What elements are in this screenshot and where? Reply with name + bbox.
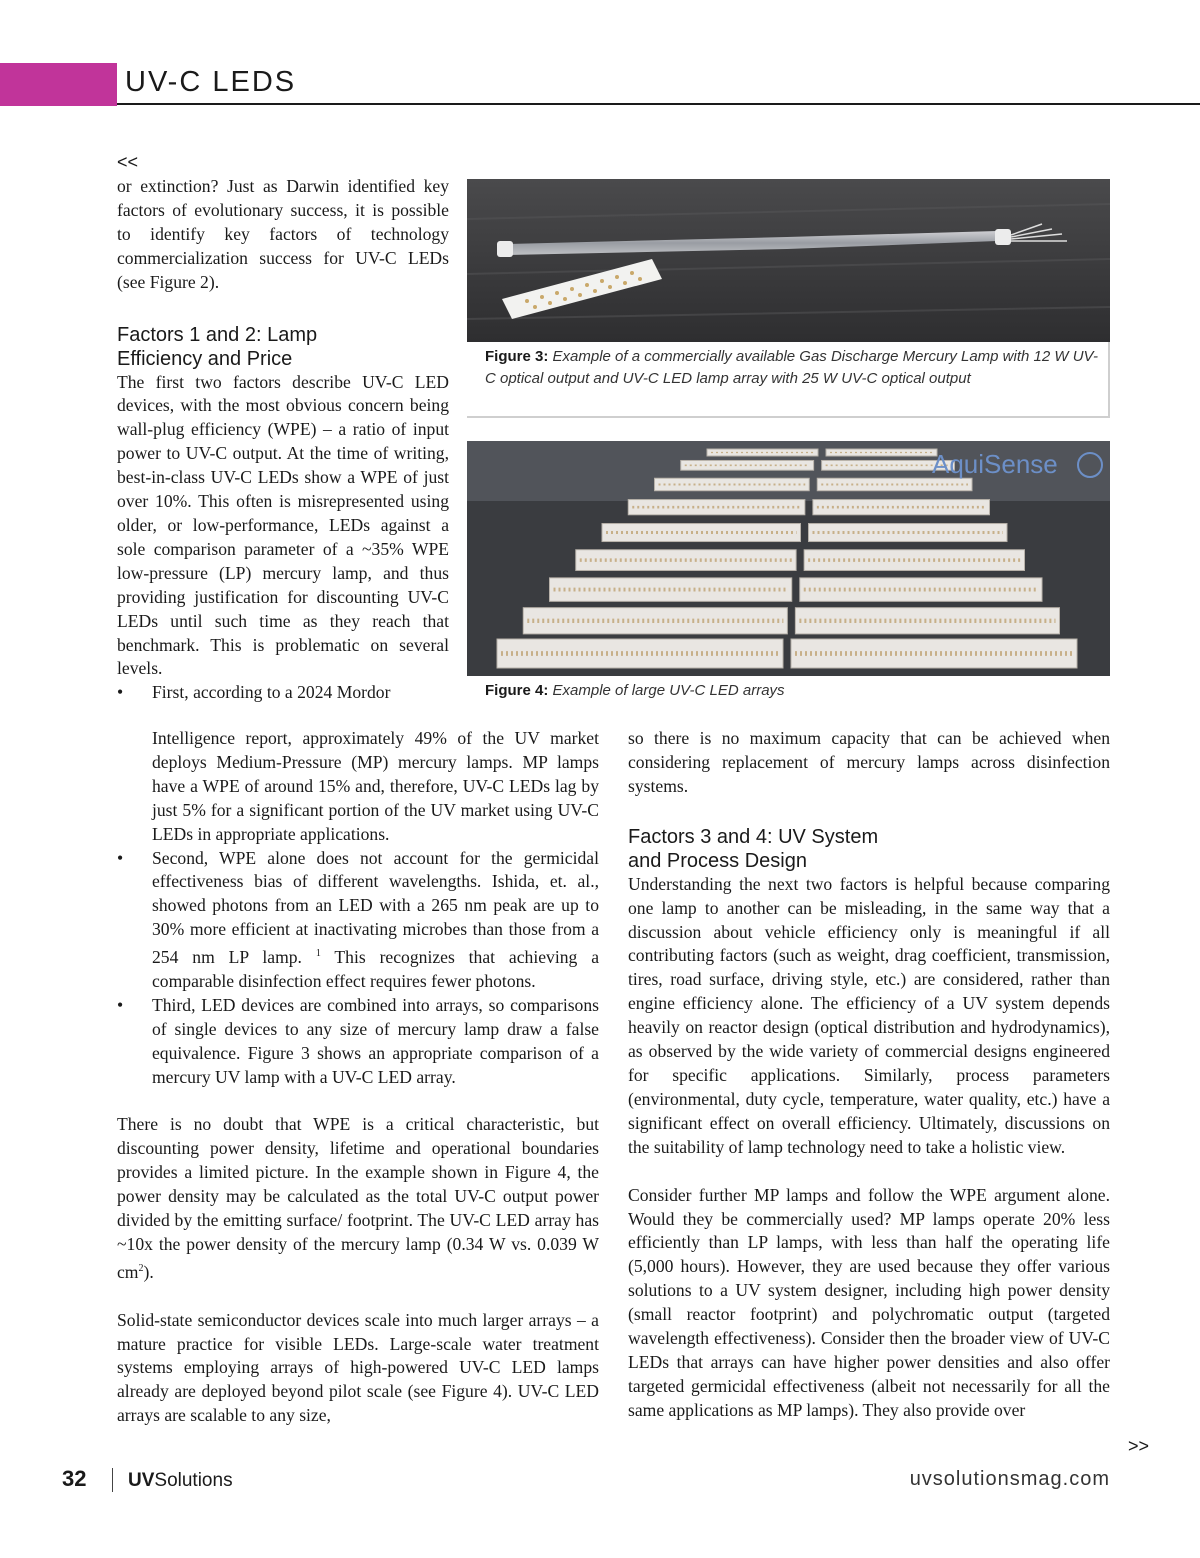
section2-heading-line2: and Process Design (628, 849, 807, 872)
footer-separator (112, 1468, 113, 1492)
bullet3-text: Third, LED devices are combined into arrays, so comparisons of single devices to any size of mercury lamp draw a false equivalence. Figure 3 shows an appropriate comparison of a mercury UV lamp with a UV-C LED array. (152, 994, 599, 1087)
para2-text: There is no doubt that WPE is a critical characteristic, but discounting power density, lifetime and operational boundaries provides a limited picture. In the example shown in Figure 4, the power density may be calculated as the total UV-C output power divided by the emitting surface/ footprint. The UV-C LED array has ~10x the power density of the mercury lamp (0.34 W vs. 0.039 W cm (117, 1114, 599, 1282)
caption-border (467, 416, 1110, 418)
section1-heading-line2: Efficiency and Price (117, 347, 293, 370)
right-column (628, 727, 1110, 1423)
bullet-item-2 (117, 847, 599, 994)
bullet-item-1-start (117, 681, 449, 705)
website-url[interactable]: uvsolutionsmag.com (909, 1468, 1110, 1490)
bullet-marker: • (117, 994, 124, 1015)
page-number: 32 (62, 1466, 87, 1491)
bullet-list (117, 727, 599, 1089)
bullet-marker: • (117, 847, 124, 868)
figure4-label: Figure 4: (485, 682, 549, 699)
figure3-caption (485, 346, 1105, 389)
brand-rest: Solutions (154, 1470, 233, 1491)
caption-border (1108, 342, 1110, 418)
section2-heading (628, 825, 1110, 873)
led-board (497, 639, 783, 668)
figure4-caption (485, 680, 1105, 702)
bullet2-text-cont: This recognizes that achieving a comparable disinfection effect requires fewer photons. (152, 947, 600, 991)
section-title: UV-C LEDS (125, 66, 297, 98)
bullet-marker: • (117, 682, 124, 703)
intro-paragraph: or extinction? Just as Darwin identified key factors of evolutionary success, it is possible to identify key factors of technology commercialization success for UV-C LEDs (see Figure 2). (117, 176, 449, 292)
continuation-paragraph: so there is no maximum capacity that can be achieved when considering replacement of mercury lamps across disinfection systems. (628, 728, 1110, 796)
bullet-item-3 (117, 994, 599, 1090)
bullet2-text: Second, WPE alone does not account for the germicidal effectiveness bias of different wavelengths. Ishida, et. al., showed photons from an LED with a 265 nm peak are up to 30% more efficient at inactivating microbes than those from a 254 nm LP lamp. (152, 847, 599, 968)
figure4-caption-text: Example of large UV-C LED arrays (552, 682, 785, 699)
next-page-link[interactable]: >> (1128, 1436, 1150, 1456)
header-accent-bar (0, 63, 117, 106)
figure4-photo (467, 441, 1110, 676)
section2-paragraph1: Understanding the next two factors is helpful because comparing one lamp to another can be misleading, in the same way that a discussion about vehicle efficiency only is meaningful if all contributing factors (such as weight, drag coefficient, transmission, tires, road surface, driving style, etc.) are considered, rather than engine efficiency alone. The efficiency of a UV system depends heavily on reactor design (optical distribution and hydrodynamics), as observed by the wide variety of commercial designs engineered for specific applications. Similarly, process parameters (environmental, duty cycle, temperature, water quality, etc.) have a significant effect on overall efficiency. Ultimately, discussions on the suitability of lamp technology need to take a holistic view. (628, 873, 1110, 1157)
led-board (655, 478, 810, 491)
section1-paragraph1: The first two factors describe UV-C LED devices, with the most obvious concern being wall-plug efficiency (WPE) – a ratio of input power to UV-C output. At the time of writing, best-in-class UV-C LEDs show a WPE of just over 10%. This often is misrepresented using older, or low-performance, LEDs against a sole comparison parameter of a ~35% WPE low-pressure (LP) mercury lamp, and thus providing justification for discounting UV-C LEDs until such time as they reach that benchmark. This is problematic on several levels. (117, 371, 449, 679)
left-column-bottom (117, 727, 599, 1428)
bullet1-first-line: First, according to a 2024 Mordor (152, 682, 391, 703)
lamp-and-led-array-illustration (467, 179, 1110, 342)
bullet-item-1-cont (117, 727, 599, 847)
left-column-top (117, 175, 449, 705)
figure3-photo (467, 179, 1110, 342)
section1-heading (117, 323, 449, 371)
led-board (791, 639, 1077, 668)
section2-heading-line1: Factors 3 and 4: UV System (628, 825, 879, 848)
brand-bold: UV (128, 1470, 155, 1491)
bullet1-rest: Intelligence report, approximately 49% of the UV market deploys Medium-Pressure (MP) mercury lamps. MP lamps have a WPE of around 15% and, therefore, UV-C LEDs lag by just 5% for a significant portion of the UV market using UV-C LEDs in appropriate applications. (152, 728, 599, 844)
para2-end: ). (143, 1261, 154, 1282)
figure3-caption-text: Example of a commercially available Gas Discharge Mercury Lamp with 12 W UV-C optical output and UV-C LED lamp array with 25 W UV-C optical output (485, 348, 1098, 387)
figure3-label: Figure 3: (485, 348, 549, 365)
section1-paragraph3: Solid-state semiconductor devices scale into much larger arrays – a mature practice for visible LEDs. Large-scale water treatment systems employing arrays of high-powered UV-C LED lamps already are deployed beyond pilot scale (see Figure 4). UV-C LED arrays are scalable to any size, (117, 1309, 599, 1426)
led-arrays-illustration (467, 441, 1110, 676)
superscript: 2 (138, 1262, 144, 1274)
section2-paragraph2: Consider further MP lamps and follow the WPE argument alone. Would they be commercially used? MP lamps operate 20% less efficiently than LP lamps, with less than half the operating life (5,000 hours). However, they are used because they offer various solutions to a UV system designer, including high power density (small reactor footprint) and polychromatic output (targeted wavelength effectiveness). Consider then the broader view of UV-C LEDs that arrays can have higher power densities and also offer targeted germicidal effectiveness (albeit not necessarily for all the same applications as MP lamps). They also provide over (628, 1184, 1110, 1420)
header-rule (117, 103, 1200, 105)
footnote-ref: 1 (315, 948, 321, 960)
led-board (817, 478, 972, 491)
section1-paragraph2 (117, 1113, 599, 1284)
aquisense-watermark: AquiSense (932, 449, 1058, 479)
magazine-brand (128, 1470, 233, 1492)
section1-heading-line1: Factors 1 and 2: Lamp (117, 323, 318, 346)
previous-page-link[interactable]: << (117, 152, 139, 172)
